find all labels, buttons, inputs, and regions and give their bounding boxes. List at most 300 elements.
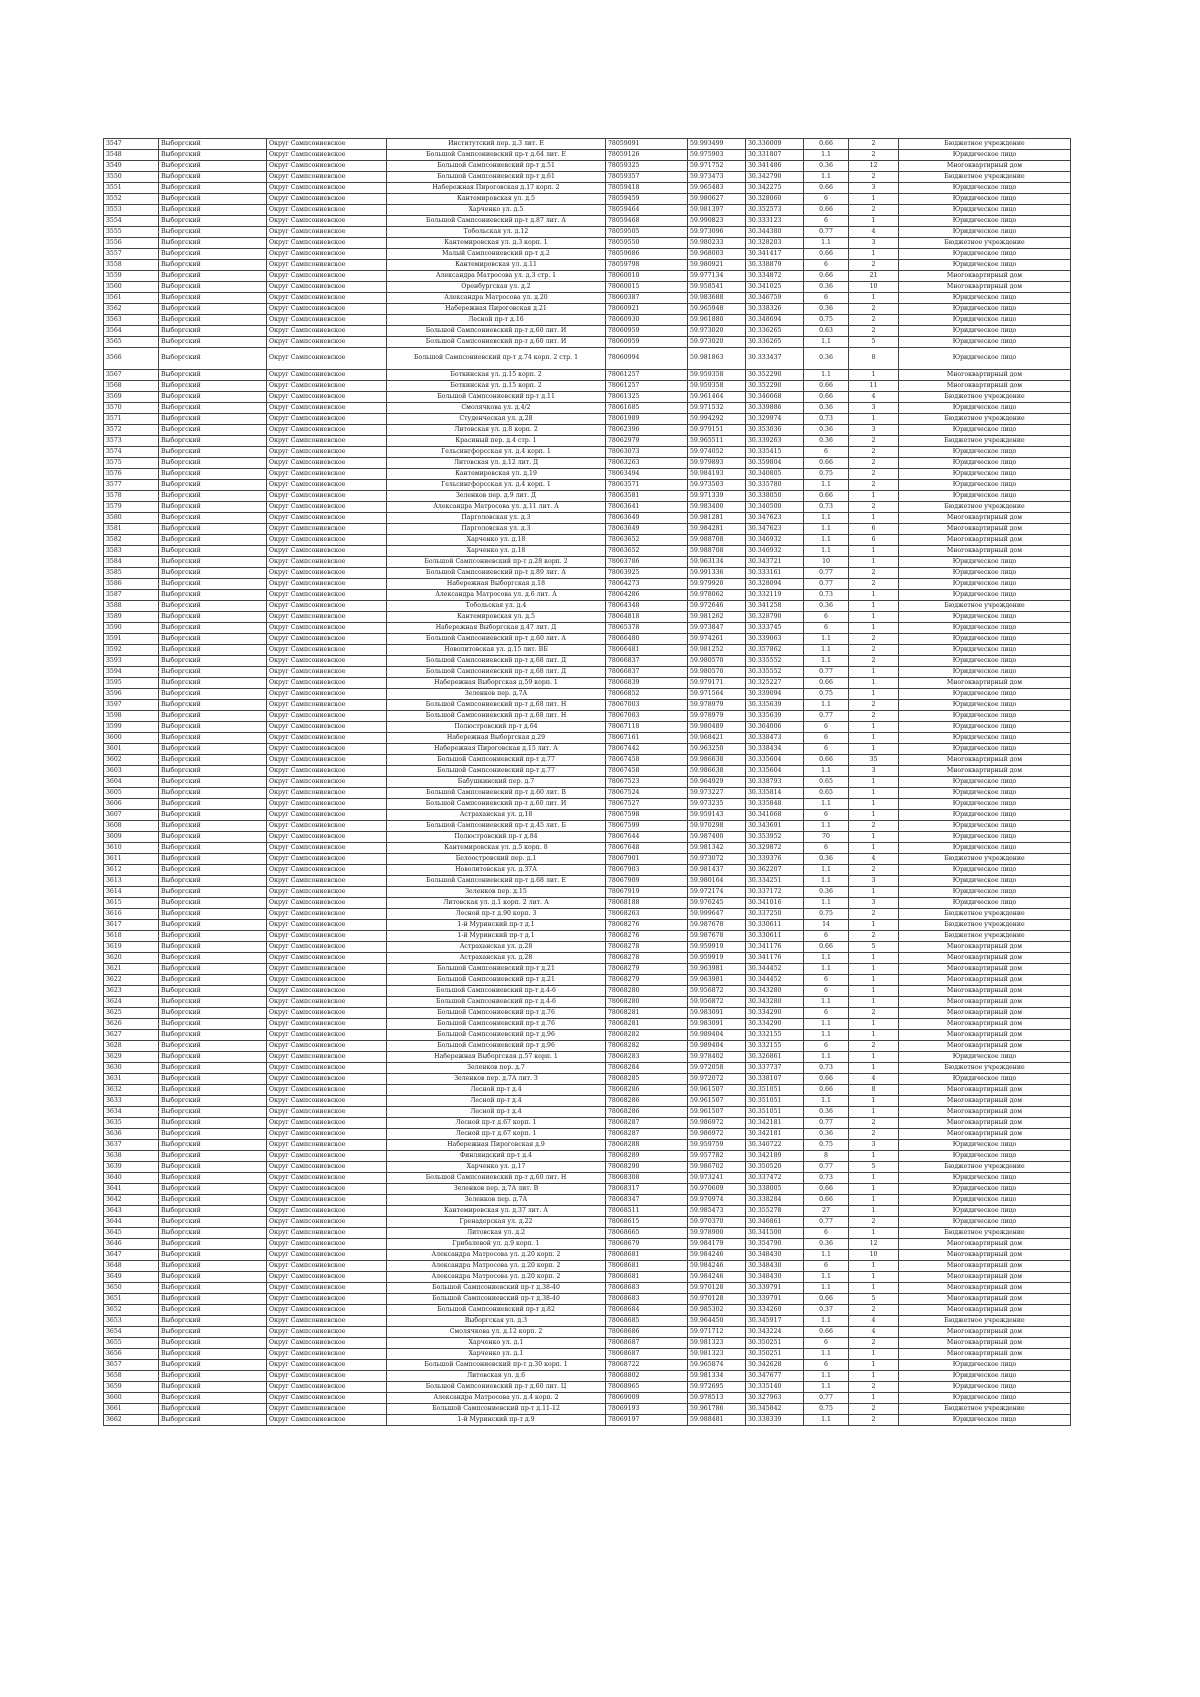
container-count-cell: 1: [849, 1052, 899, 1063]
object-code-cell: 78066837: [606, 667, 688, 678]
longitude-cell: 30.338473: [746, 733, 804, 744]
address-cell: Большой Сампсониевский пр-т д.77: [387, 766, 606, 777]
district-cell: Выборгский: [159, 1261, 267, 1272]
owner-type-cell: Многоквартирный дом: [899, 381, 1071, 392]
container-volume-cell: 10: [804, 557, 849, 568]
longitude-cell: 30.341176: [746, 942, 804, 953]
district-cell: Выборгский: [159, 1371, 267, 1382]
district-cell: Выборгский: [159, 997, 267, 1008]
address-cell: Полюстровский пр-т д.64: [387, 722, 606, 733]
municipal-district-cell: Округ Сампсониевское: [267, 645, 387, 656]
container-count-cell: 3: [849, 898, 899, 909]
container-count-cell: 1: [849, 689, 899, 700]
container-volume-cell: 0.66: [804, 942, 849, 953]
row-number-cell: 3551: [104, 183, 159, 194]
row-number-cell: 3633: [104, 1096, 159, 1107]
municipal-district-cell: Округ Сампсониевское: [267, 249, 387, 260]
longitude-cell: 30.325227: [746, 678, 804, 689]
address-cell: Астраханская ул. д.18: [387, 810, 606, 821]
owner-type-cell: Юридическое лицо: [899, 744, 1071, 755]
district-cell: Выборгский: [159, 260, 267, 271]
table-row: [104, 689, 1071, 700]
container-count-cell: 1: [849, 513, 899, 524]
longitude-cell: 30.329872: [746, 843, 804, 854]
longitude-cell: 30.341486: [746, 161, 804, 172]
owner-type-cell: Юридическое лицо: [899, 898, 1071, 909]
district-cell: Выборгский: [159, 579, 267, 590]
table-row: [104, 1382, 1071, 1393]
object-code-cell: 78059464: [606, 205, 688, 216]
owner-type-cell: Бюджетное учреждение: [899, 909, 1071, 920]
latitude-cell: 59.963981: [688, 964, 746, 975]
container-count-cell: 1: [849, 491, 899, 502]
municipal-district-cell: Округ Сампсониевское: [267, 370, 387, 381]
table-row: [104, 1107, 1071, 1118]
owner-type-cell: Многоквартирный дом: [899, 975, 1071, 986]
owner-type-cell: Юридическое лицо: [899, 667, 1071, 678]
object-code-cell: 78068280: [606, 986, 688, 997]
latitude-cell: 59.961507: [688, 1085, 746, 1096]
owner-type-cell: Юридическое лицо: [899, 832, 1071, 843]
table-row: [104, 1074, 1071, 1085]
row-number-cell: 3558: [104, 260, 159, 271]
owner-type-cell: Многоквартирный дом: [899, 370, 1071, 381]
container-count-cell: 1: [849, 1360, 899, 1371]
container-count-cell: 1: [849, 546, 899, 557]
municipal-district-cell: Округ Сампсониевское: [267, 656, 387, 667]
address-cell: Литовская ул. д.8 корп. 2: [387, 425, 606, 436]
row-number-cell: 3584: [104, 557, 159, 568]
row-number-cell: 3646: [104, 1239, 159, 1250]
longitude-cell: 30.335604: [746, 766, 804, 777]
container-count-cell: 2: [849, 469, 899, 480]
row-number-cell: 3553: [104, 205, 159, 216]
latitude-cell: 59.987678: [688, 931, 746, 942]
row-number-cell: 3549: [104, 161, 159, 172]
table-row: [104, 205, 1071, 216]
container-count-cell: 4: [849, 1327, 899, 1338]
container-count-cell: 6: [849, 535, 899, 546]
table-row: [104, 1129, 1071, 1140]
longitude-cell: 30.333161: [746, 568, 804, 579]
container-volume-cell: 0.77: [804, 711, 849, 722]
latitude-cell: 59.980489: [688, 722, 746, 733]
address-cell: Большой Сампсониевский пр-т д.60 лит. А: [387, 634, 606, 645]
object-code-cell: 78068683: [606, 1283, 688, 1294]
address-cell: Гренадерская ул. д.22: [387, 1217, 606, 1228]
owner-type-cell: Многоквартирный дом: [899, 535, 1071, 546]
district-cell: Выборгский: [159, 1019, 267, 1030]
row-number-cell: 3635: [104, 1118, 159, 1129]
owner-type-cell: Юридическое лицо: [899, 403, 1071, 414]
owner-type-cell: Многоквартирный дом: [899, 964, 1071, 975]
row-number-cell: 3555: [104, 227, 159, 238]
latitude-cell: 59.964929: [688, 777, 746, 788]
longitude-cell: 30.350251: [746, 1349, 804, 1360]
owner-type-cell: Многоквартирный дом: [899, 1239, 1071, 1250]
address-cell: Большой Сампсониевский пр-т д.21: [387, 964, 606, 975]
address-cell: Кантемировская ул. д.37 лит. А: [387, 1206, 606, 1217]
longitude-cell: 30.331807: [746, 150, 804, 161]
longitude-cell: 30.341417: [746, 249, 804, 260]
object-code-cell: 78067903: [606, 865, 688, 876]
address-cell: Александра Матросова ул. д.20 корп. 2: [387, 1250, 606, 1261]
latitude-cell: 59.976245: [688, 898, 746, 909]
owner-type-cell: Многоквартирный дом: [899, 1261, 1071, 1272]
longitude-cell: 30.335552: [746, 667, 804, 678]
district-cell: Выборгский: [159, 337, 267, 348]
address-cell: Харченко ул. д.1: [387, 1338, 606, 1349]
row-number-cell: 3595: [104, 678, 159, 689]
object-code-cell: 78068282: [606, 1041, 688, 1052]
row-number-cell: 3625: [104, 1008, 159, 1019]
address-cell: Лесной пр-т д.90 корп. 3: [387, 909, 606, 920]
container-volume-cell: 0.75: [804, 1140, 849, 1151]
municipal-district-cell: Округ Сампсониевское: [267, 1228, 387, 1239]
district-cell: Выборгский: [159, 799, 267, 810]
municipal-district-cell: Округ Сампсониевское: [267, 557, 387, 568]
municipal-district-cell: Округ Сампсониевское: [267, 491, 387, 502]
municipal-district-cell: Округ Сампсониевское: [267, 1184, 387, 1195]
address-cell: Александра Матросова ул. д.20: [387, 293, 606, 304]
table-row: [104, 1349, 1071, 1360]
object-code-cell: 78068615: [606, 1217, 688, 1228]
container-volume-cell: 70: [804, 832, 849, 843]
latitude-cell: 59.971532: [688, 403, 746, 414]
address-cell: Большой Сампсониевский пр-т д.68 лит. Д: [387, 656, 606, 667]
address-cell: Лесной пр-т д.67 корп. 1: [387, 1129, 606, 1140]
district-cell: Выборгский: [159, 810, 267, 821]
container-count-cell: 2: [849, 1041, 899, 1052]
address-cell: Харченко ул. д.1: [387, 1349, 606, 1360]
municipal-district-cell: Округ Сампсониевское: [267, 403, 387, 414]
table-row: [104, 1063, 1071, 1074]
longitude-cell: 30.351051: [746, 1096, 804, 1107]
owner-type-cell: Юридическое лицо: [899, 227, 1071, 238]
address-cell: Харченко ул. д.5: [387, 205, 606, 216]
district-cell: Выборгский: [159, 843, 267, 854]
address-cell: Парголовская ул. д.3: [387, 524, 606, 535]
object-code-cell: 78059418: [606, 183, 688, 194]
municipal-district-cell: Округ Сампсониевское: [267, 711, 387, 722]
owner-type-cell: Юридическое лицо: [899, 799, 1071, 810]
longitude-cell: 30.340805: [746, 469, 804, 480]
table-row: [104, 1041, 1071, 1052]
district-cell: Выборгский: [159, 766, 267, 777]
object-code-cell: 78059091: [606, 139, 688, 150]
address-cell: Большой Сампсониевский пр-т д.38-40: [387, 1283, 606, 1294]
municipal-district-cell: Округ Сампсониевское: [267, 909, 387, 920]
longitude-cell: 30.346932: [746, 535, 804, 546]
row-number-cell: 3591: [104, 634, 159, 645]
owner-type-cell: Бюджетное учреждение: [899, 931, 1071, 942]
longitude-cell: 30.337172: [746, 887, 804, 898]
object-code-cell: 78065378: [606, 623, 688, 634]
address-cell: Большой Сампсониевский пр-т д.76: [387, 1008, 606, 1019]
container-volume-cell: 6: [804, 744, 849, 755]
latitude-cell: 59.968003: [688, 249, 746, 260]
table-row: [104, 997, 1071, 1008]
district-cell: Выборгский: [159, 876, 267, 887]
latitude-cell: 59.959143: [688, 810, 746, 821]
container-count-cell: 2: [849, 315, 899, 326]
row-number-cell: 3632: [104, 1085, 159, 1096]
longitude-cell: 30.335814: [746, 788, 804, 799]
latitude-cell: 59.965483: [688, 183, 746, 194]
district-cell: Выборгский: [159, 744, 267, 755]
row-number-cell: 3593: [104, 656, 159, 667]
owner-type-cell: Многоквартирный дом: [899, 986, 1071, 997]
table-row: [104, 1217, 1071, 1228]
municipal-district-cell: Округ Сампсониевское: [267, 634, 387, 645]
address-cell: Большой Сампсониевский пр-т д.61: [387, 172, 606, 183]
district-cell: Выборгский: [159, 1041, 267, 1052]
row-number-cell: 3639: [104, 1162, 159, 1173]
longitude-cell: 30.336265: [746, 337, 804, 348]
table-row: [104, 1415, 1071, 1426]
row-number-cell: 3662: [104, 1415, 159, 1426]
object-code-cell: 78068287: [606, 1118, 688, 1129]
address-cell: Оренбургская ул. д.2: [387, 282, 606, 293]
district-cell: Выборгский: [159, 1327, 267, 1338]
table-row: [104, 711, 1071, 722]
container-volume-cell: 0.75: [804, 909, 849, 920]
latitude-cell: 59.986972: [688, 1129, 746, 1140]
owner-type-cell: Многоквартирный дом: [899, 271, 1071, 282]
object-code-cell: 78067524: [606, 788, 688, 799]
container-volume-cell: 6: [804, 975, 849, 986]
container-volume-cell: 6: [804, 1360, 849, 1371]
container-volume-cell: 0.66: [804, 1184, 849, 1195]
address-cell: Лесной пр-т д.4: [387, 1096, 606, 1107]
object-code-cell: 78063649: [606, 513, 688, 524]
object-code-cell: 78059325: [606, 161, 688, 172]
district-cell: Выборгский: [159, 821, 267, 832]
table-row: [104, 656, 1071, 667]
municipal-district-cell: Округ Сампсониевское: [267, 1052, 387, 1063]
address-cell: Большой Сампсониевский пр-т д.60 лит. И: [387, 326, 606, 337]
owner-type-cell: Многоквартирный дом: [899, 953, 1071, 964]
owner-type-cell: Бюджетное учреждение: [899, 172, 1071, 183]
table-row: [104, 964, 1071, 975]
owner-type-cell: Юридическое лицо: [899, 480, 1071, 491]
district-cell: Выборгский: [159, 1107, 267, 1118]
latitude-cell: 59.961880: [688, 315, 746, 326]
owner-type-cell: Юридическое лицо: [899, 260, 1071, 271]
owner-type-cell: Многоквартирный дом: [899, 1272, 1071, 1283]
container-count-cell: 1: [849, 601, 899, 612]
container-count-cell: 2: [849, 1382, 899, 1393]
object-code-cell: 78068685: [606, 1316, 688, 1327]
table-row: [104, 645, 1071, 656]
row-number-cell: 3653: [104, 1316, 159, 1327]
container-volume-cell: 0.36: [804, 348, 849, 370]
object-code-cell: 78060959: [606, 337, 688, 348]
object-code-cell: 78063925: [606, 568, 688, 579]
container-count-cell: 3: [849, 425, 899, 436]
container-count-cell: 4: [849, 854, 899, 865]
container-count-cell: 1: [849, 249, 899, 260]
district-cell: Выборгский: [159, 194, 267, 205]
municipal-district-cell: Округ Сампсониевское: [267, 1162, 387, 1173]
longitude-cell: 30.352290: [746, 370, 804, 381]
object-code-cell: 78060994: [606, 348, 688, 370]
municipal-district-cell: Округ Сампсониевское: [267, 810, 387, 821]
table-row: [104, 414, 1071, 425]
address-cell: Полюстровский пр-т д.84: [387, 832, 606, 843]
container-volume-cell: 6: [804, 293, 849, 304]
table-row: [104, 634, 1071, 645]
table-row: [104, 777, 1071, 788]
row-number-cell: 3586: [104, 579, 159, 590]
district-cell: Выборгский: [159, 1195, 267, 1206]
container-volume-cell: 6: [804, 216, 849, 227]
address-cell: Большой Сампсониевский пр-т д.77: [387, 755, 606, 766]
owner-type-cell: Юридическое лицо: [899, 1393, 1071, 1404]
owner-type-cell: Многоквартирный дом: [899, 1338, 1071, 1349]
container-count-cell: 1: [849, 1096, 899, 1107]
address-cell: Большой Сампсониевский пр-т д.60 лит. В: [387, 788, 606, 799]
latitude-cell: 59.965874: [688, 1360, 746, 1371]
district-cell: Выборгский: [159, 854, 267, 865]
latitude-cell: 59.980164: [688, 876, 746, 887]
municipal-district-cell: Округ Сампсониевское: [267, 1393, 387, 1404]
district-cell: Выборгский: [159, 1316, 267, 1327]
container-volume-cell: 1.1: [804, 1382, 849, 1393]
table-row: [104, 1338, 1071, 1349]
container-volume-cell: 1.1: [804, 524, 849, 535]
municipal-district-cell: Округ Сампсониевское: [267, 1404, 387, 1415]
latitude-cell: 59.961507: [688, 1107, 746, 1118]
district-cell: Выборгский: [159, 1151, 267, 1162]
container-volume-cell: 1.1: [804, 1052, 849, 1063]
municipal-district-cell: Округ Сампсониевское: [267, 150, 387, 161]
owner-type-cell: Юридическое лицо: [899, 810, 1071, 821]
municipal-district-cell: Округ Сампсониевское: [267, 876, 387, 887]
address-cell: Лесной пр-т д.16: [387, 315, 606, 326]
container-count-cell: 2: [849, 480, 899, 491]
container-count-cell: 2: [849, 260, 899, 271]
district-cell: Выборгский: [159, 865, 267, 876]
owner-type-cell: Юридическое лицо: [899, 1360, 1071, 1371]
container-count-cell: 1: [849, 810, 899, 821]
owner-type-cell: Бюджетное учреждение: [899, 1063, 1071, 1074]
row-number-cell: 3596: [104, 689, 159, 700]
container-count-cell: 1: [849, 1173, 899, 1184]
container-count-cell: 1: [849, 1063, 899, 1074]
longitude-cell: 30.351051: [746, 1107, 804, 1118]
owner-type-cell: Многоквартирный дом: [899, 1030, 1071, 1041]
object-code-cell: 78060387: [606, 293, 688, 304]
latitude-cell: 59.981397: [688, 205, 746, 216]
table-row: [104, 1305, 1071, 1316]
object-code-cell: 78069009: [606, 1393, 688, 1404]
object-code-cell: 78064286: [606, 590, 688, 601]
container-volume-cell: 8: [804, 1151, 849, 1162]
container-volume-cell: 6: [804, 1261, 849, 1272]
address-cell: Студенческая ул. д.28: [387, 414, 606, 425]
municipal-district-cell: Округ Сампсониевское: [267, 667, 387, 678]
longitude-cell: 30.335780: [746, 480, 804, 491]
row-number-cell: 3560: [104, 282, 159, 293]
district-cell: Выборгский: [159, 1349, 267, 1360]
address-cell: Большой Сампсониевский пр-т д.74 корп. 2 стр. 1: [387, 348, 606, 370]
row-number-cell: 3574: [104, 447, 159, 458]
table-row: [104, 1360, 1071, 1371]
municipal-district-cell: Округ Сампсониевское: [267, 931, 387, 942]
longitude-cell: 30.335848: [746, 799, 804, 810]
latitude-cell: 59.981262: [688, 612, 746, 623]
longitude-cell: 30.343280: [746, 986, 804, 997]
longitude-cell: 30.335604: [746, 755, 804, 766]
latitude-cell: 59.981252: [688, 645, 746, 656]
latitude-cell: 59.986638: [688, 766, 746, 777]
container-volume-cell: 1.1: [804, 645, 849, 656]
row-number-cell: 3588: [104, 601, 159, 612]
municipal-district-cell: Округ Сампсониевское: [267, 271, 387, 282]
address-cell: Большой Сампсониевский пр-т д.4-6: [387, 986, 606, 997]
longitude-cell: 30.337472: [746, 1173, 804, 1184]
latitude-cell: 59.961507: [688, 1096, 746, 1107]
object-code-cell: 78068679: [606, 1239, 688, 1250]
district-cell: Выборгский: [159, 964, 267, 975]
table-row: [104, 733, 1071, 744]
owner-type-cell: Многоквартирный дом: [899, 161, 1071, 172]
container-volume-cell: 0.73: [804, 502, 849, 513]
container-volume-cell: 0.65: [804, 788, 849, 799]
district-cell: Выборгский: [159, 161, 267, 172]
municipal-district-cell: Округ Сампсониевское: [267, 590, 387, 601]
table-row: [104, 590, 1071, 601]
municipal-district-cell: Округ Сампсониевское: [267, 238, 387, 249]
object-code-cell: 78068286: [606, 1085, 688, 1096]
row-number-cell: 3609: [104, 832, 159, 843]
table-body: [104, 139, 1071, 1426]
container-count-cell: 1: [849, 964, 899, 975]
address-cell: Грибалевой ул. д.9 корп. 1: [387, 1239, 606, 1250]
row-number-cell: 3563: [104, 315, 159, 326]
municipal-district-cell: Округ Сампсониевское: [267, 678, 387, 689]
municipal-district-cell: Округ Сампсониевское: [267, 832, 387, 843]
longitude-cell: 30.344380: [746, 227, 804, 238]
address-cell: Астраханская ул. д.28: [387, 942, 606, 953]
latitude-cell: 59.956872: [688, 997, 746, 1008]
row-number-cell: 3615: [104, 898, 159, 909]
owner-type-cell: Многоквартирный дом: [899, 1041, 1071, 1052]
object-code-cell: 78060921: [606, 304, 688, 315]
table-row: [104, 700, 1071, 711]
row-number-cell: 3657: [104, 1360, 159, 1371]
row-number-cell: 3607: [104, 810, 159, 821]
longitude-cell: 30.364006: [746, 722, 804, 733]
longitude-cell: 30.342790: [746, 172, 804, 183]
table-row: [104, 491, 1071, 502]
longitude-cell: 30.328203: [746, 238, 804, 249]
container-volume-cell: 0.77: [804, 1118, 849, 1129]
container-count-cell: 1: [849, 722, 899, 733]
owner-type-cell: Юридическое лицо: [899, 612, 1071, 623]
object-code-cell: 78068686: [606, 1327, 688, 1338]
row-number-cell: 3568: [104, 381, 159, 392]
container-volume-cell: 0.36: [804, 436, 849, 447]
owner-type-cell: Многоквартирный дом: [899, 1283, 1071, 1294]
address-cell: Набережная Выборгская д.18: [387, 579, 606, 590]
longitude-cell: 30.334251: [746, 876, 804, 887]
address-cell: Харченко ул. д.18: [387, 546, 606, 557]
longitude-cell: 30.346759: [746, 293, 804, 304]
row-number-cell: 3599: [104, 722, 159, 733]
municipal-district-cell: Округ Сампсониевское: [267, 1294, 387, 1305]
